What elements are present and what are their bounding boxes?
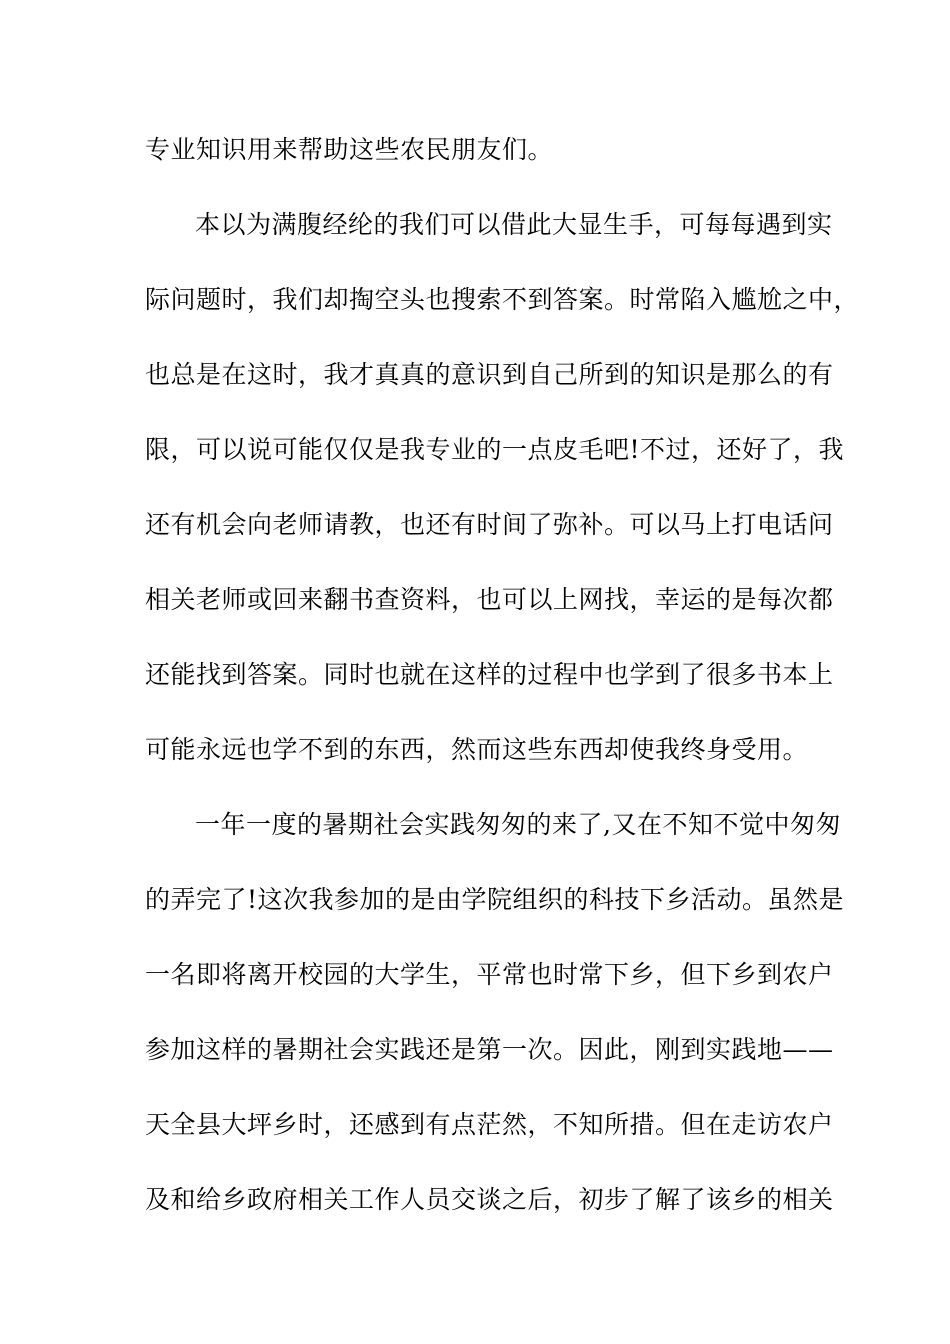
text-line-6: 还有机会向老师请教，也还有时间了弥补。可以马上打电话问 <box>145 510 834 539</box>
text-line-5: 限，可以说可能仅仅是我专业的一点皮毛吧!不过，还好了，我 <box>145 435 845 464</box>
text-line-8: 还能找到答案。同时也就在这样的过程中也学到了很多书本上 <box>145 660 834 689</box>
text-line-1: 专业知识用来帮助这些农民朋友们。 <box>145 135 554 164</box>
text-line-13: 参加这样的暑期社会实践还是第一次。因此，刚到实践地—— <box>145 1035 834 1064</box>
text-line-9: 可能永远也学不到的东西，然而这些东西却使我终身受用。 <box>145 735 809 764</box>
text-line-3: 际问题时，我们却掏空头也搜索不到答案。时常陷入尴尬之中， <box>145 285 860 314</box>
text-line-4: 也总是在这时，我才真真的意识到自己所到的知识是那么的有 <box>145 360 834 389</box>
text-line-11: 的弄完了!这次我参加的是由学院组织的科技下乡活动。虽然是 <box>145 885 845 914</box>
text-line-15: 及和给乡政府相关工作人员交谈之后，初步了解了该乡的相关 <box>145 1185 834 1214</box>
text-line-10: 一年一度的暑期社会实践匆匆的来了,又在不知不觉中匆匆 <box>195 810 841 839</box>
text-line-7: 相关老师或回来翻书查资料，也可以上网找，幸运的是每次都 <box>145 585 834 614</box>
text-line-12: 一名即将离开校园的大学生，平常也时常下乡，但下乡到农户 <box>145 960 834 989</box>
text-line-14: 天全县大坪乡时，还感到有点茫然，不知所措。但在走访农户 <box>145 1110 834 1139</box>
text-line-2: 本以为满腹经纶的我们可以借此大显生手，可每每遇到实 <box>195 210 833 239</box>
